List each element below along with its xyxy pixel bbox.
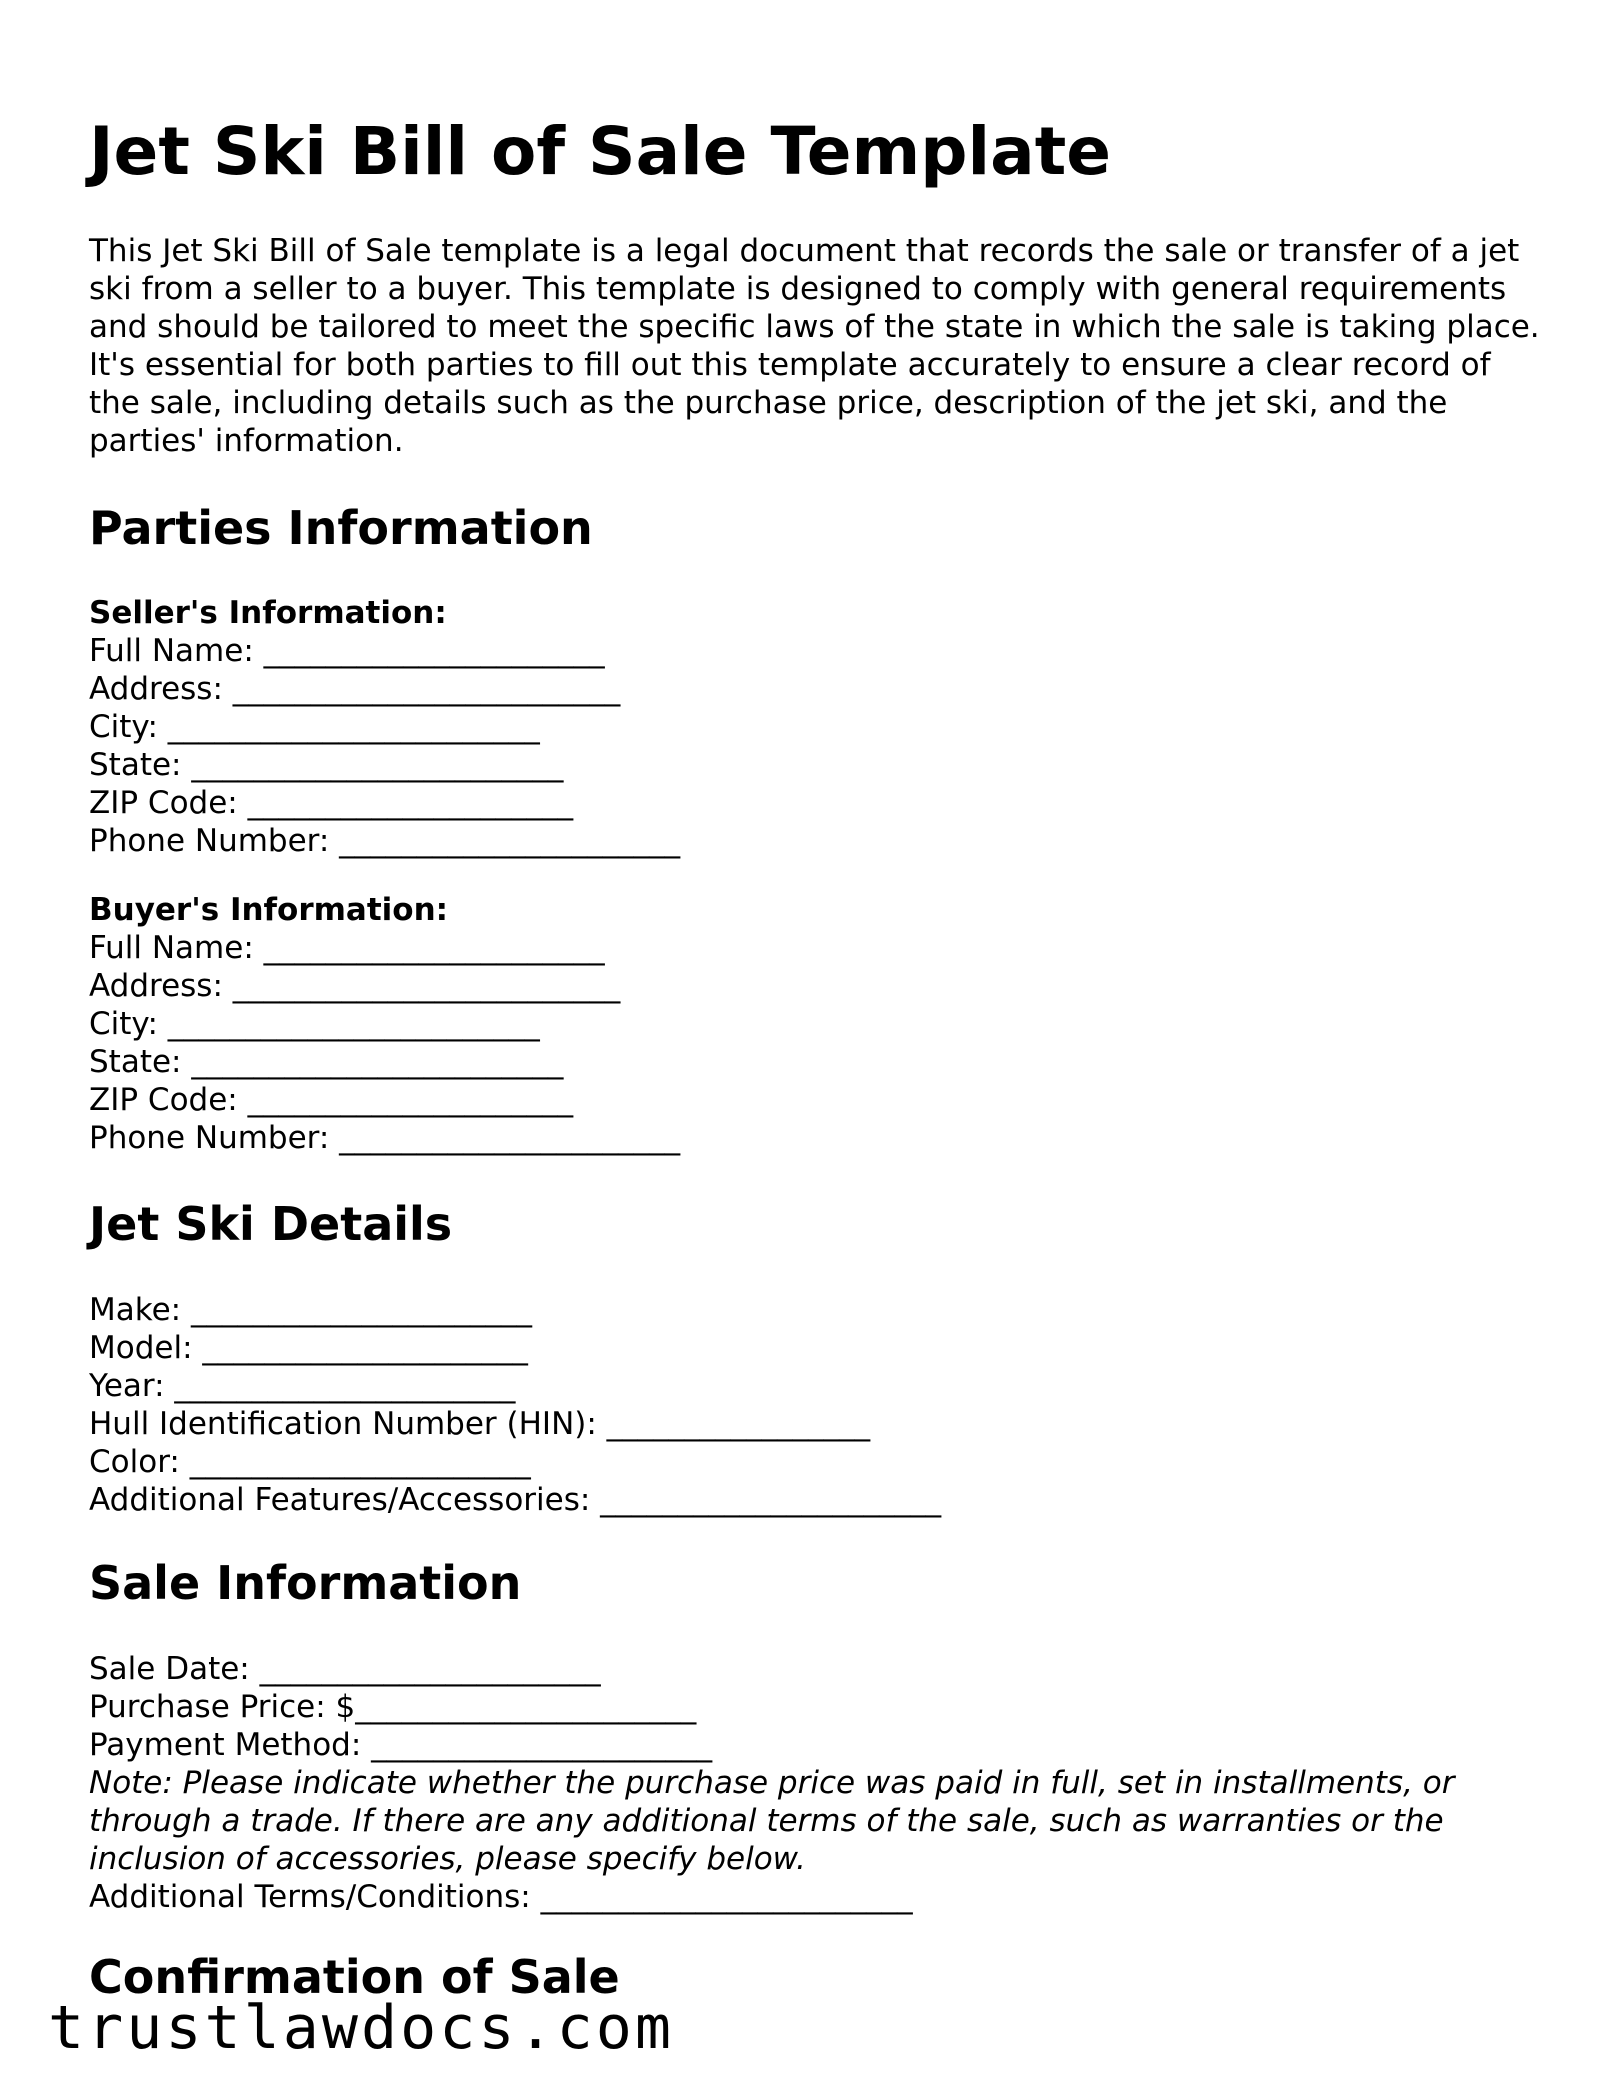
additional-features-field[interactable]: Additional Features/Accessories: ______________________ [89,1482,942,1518]
buyer-full-name-field[interactable]: Full Name: ______________________ [89,930,605,966]
seller-address-field[interactable]: Address: _________________________ [89,671,621,707]
additional-terms-field[interactable]: Additional Terms/Conditions: ________________________ [89,1879,913,1915]
parties-heading: Parties Information [89,501,593,555]
seller-section [89,594,1549,860]
seller-phone-field[interactable]: Phone Number: ______________________ [89,823,681,859]
confirmation-heading: Confirmation of Sale [89,1950,620,2004]
jet-ski-details-section [89,1291,1549,1519]
sale-date-field[interactable]: Sale Date: ______________________ [89,1651,601,1687]
model-field[interactable]: Model: _____________________ [89,1330,528,1366]
buyer-label: Buyer's Information: [89,892,449,928]
seller-zip-field[interactable]: ZIP Code: _____________________ [89,785,574,821]
watermark: trustlawdocs.com [48,1993,674,2063]
seller-full-name-field[interactable]: Full Name: ______________________ [89,633,605,669]
seller-state-field[interactable]: State: ________________________ [89,747,564,783]
seller-city-field[interactable]: City: ________________________ [89,709,540,745]
payment-method-field[interactable]: Payment Method: ______________________ [89,1727,713,1763]
year-field[interactable]: Year: ______________________ [89,1368,516,1404]
seller-label: Seller's Information: [89,595,447,631]
buyer-address-field[interactable]: Address: _________________________ [89,968,621,1004]
purchase-price-field[interactable]: Purchase Price: $______________________ [89,1689,697,1725]
hin-field[interactable]: Hull Identification Number (HIN): _________________ [89,1406,871,1442]
buyer-section [89,891,1549,1157]
sale-information-section [89,1650,1549,1916]
buyer-zip-field[interactable]: ZIP Code: _____________________ [89,1082,574,1118]
color-field[interactable]: Color: ______________________ [89,1444,531,1480]
buyer-state-field[interactable]: State: ________________________ [89,1044,564,1080]
buyer-phone-field[interactable]: Phone Number: ______________________ [89,1120,681,1156]
sale-information-heading: Sale Information [89,1556,522,1610]
sale-note: Note: Please indicate whether the purchase price was paid in full, set in installments, or through a trade. If there are any additional terms of the sale, such as warranties or the inclusion of accessories, please specify below. [89,1765,1455,1877]
buyer-city-field[interactable]: City: ________________________ [89,1006,540,1042]
intro-paragraph: This Jet Ski Bill of Sale template is a legal document that records the sale or transfer of a jet ski from a seller to a buyer. This template is designed to comply with general requirements and should be tailored to meet the specific laws of the state in which the sale is taking place. It's essential for both parties to fill out this template accurately to ensure a clear record of the sale, including details such as the purchase price, description of the jet ski, and the parties' information. [89,233,1540,459]
page-title: Jet Ski Bill of Sale Template [89,113,1112,190]
jet-ski-details-heading: Jet Ski Details [89,1197,453,1251]
make-field[interactable]: Make: ______________________ [89,1292,532,1328]
